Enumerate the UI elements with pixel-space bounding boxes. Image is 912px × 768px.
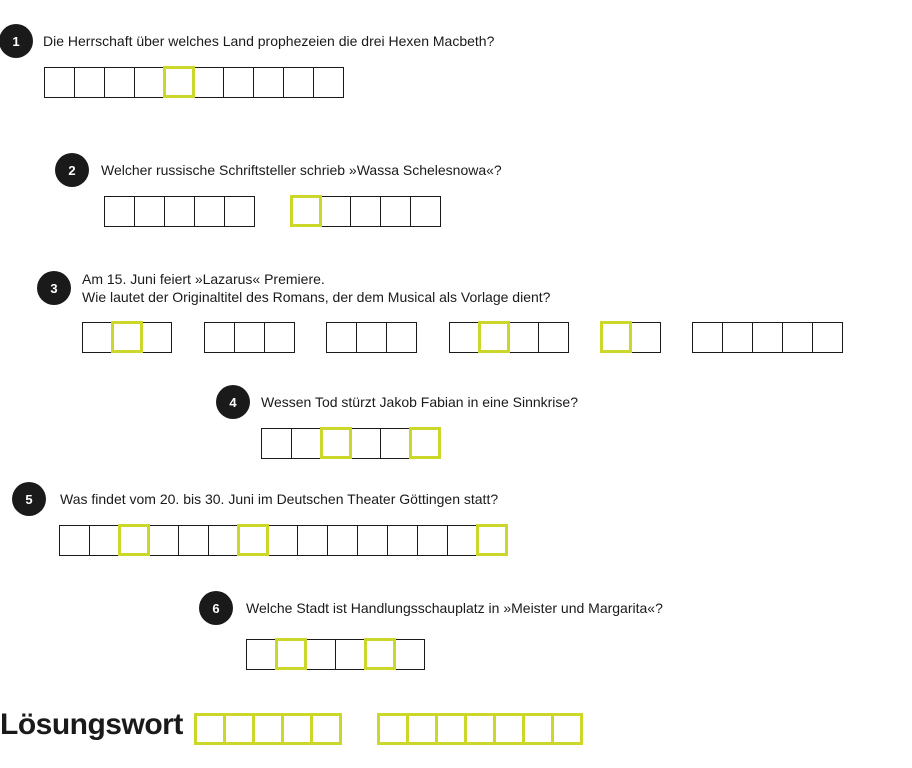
answer-cell[interactable] xyxy=(74,67,105,98)
answer-cell[interactable] xyxy=(327,525,358,556)
question-4-text: Wessen Tod stürzt Jakob Fabian in eine Sinnkrise? xyxy=(261,394,578,410)
answer-cell[interactable] xyxy=(357,525,388,556)
answer-cell[interactable] xyxy=(335,639,366,670)
solution-word-title: Lösungswort xyxy=(0,708,183,741)
answer-grid-1 xyxy=(44,67,343,98)
solution-letter-cell[interactable] xyxy=(600,321,632,353)
answer-cell[interactable] xyxy=(223,67,254,98)
answer-cell[interactable] xyxy=(193,67,224,98)
answer-cell[interactable] xyxy=(692,322,723,353)
question-2-text: Welcher russische Schriftsteller schrieb »Wassa Schelesnowa«? xyxy=(101,162,502,178)
answer-cell[interactable] xyxy=(417,525,448,556)
solution-cell[interactable] xyxy=(493,713,525,745)
answer-grid-4 xyxy=(261,428,439,459)
question-2-number: 2 xyxy=(55,153,89,187)
answer-cell[interactable] xyxy=(89,525,120,556)
solution-cell[interactable] xyxy=(252,713,284,745)
solution-cell[interactable] xyxy=(281,713,313,745)
solution-letter-cell[interactable] xyxy=(476,524,508,556)
question-6-number: 6 xyxy=(199,591,233,625)
answer-cell[interactable] xyxy=(305,639,336,670)
solution-letter-cell[interactable] xyxy=(320,427,352,459)
answer-cell[interactable] xyxy=(283,67,314,98)
question-1-text: Die Herrschaft über welches Land prophezeien die drei Hexen Macbeth? xyxy=(43,33,495,49)
answer-cell[interactable] xyxy=(447,525,478,556)
answer-cell[interactable] xyxy=(264,322,295,353)
answer-cell[interactable] xyxy=(394,639,425,670)
solution-grid-a xyxy=(194,713,339,745)
answer-grid-2a xyxy=(104,196,254,227)
solution-letter-cell[interactable] xyxy=(275,638,307,670)
answer-grid-3c xyxy=(326,322,416,353)
solution-letter-cell[interactable] xyxy=(118,524,150,556)
answer-cell[interactable] xyxy=(134,196,165,227)
answer-cell[interactable] xyxy=(291,428,322,459)
answer-cell[interactable] xyxy=(59,525,90,556)
question-3-text-line1: Am 15. Juni feiert »Lazarus« Premiere. xyxy=(82,271,325,287)
answer-cell[interactable] xyxy=(538,322,569,353)
solution-cell[interactable] xyxy=(522,713,554,745)
answer-cell[interactable] xyxy=(356,322,387,353)
solution-letter-cell[interactable] xyxy=(364,638,396,670)
answer-cell[interactable] xyxy=(234,322,265,353)
answer-grid-3a xyxy=(82,322,171,353)
answer-grid-5 xyxy=(59,525,506,556)
answer-cell[interactable] xyxy=(267,525,298,556)
solution-letter-cell[interactable] xyxy=(478,321,510,353)
answer-cell[interactable] xyxy=(141,322,172,353)
answer-cell[interactable] xyxy=(134,67,165,98)
solution-cell[interactable] xyxy=(406,713,438,745)
solution-cell[interactable] xyxy=(310,713,342,745)
answer-cell[interactable] xyxy=(297,525,328,556)
question-4-number: 4 xyxy=(216,385,250,419)
answer-cell[interactable] xyxy=(178,525,209,556)
answer-cell[interactable] xyxy=(313,67,344,98)
answer-cell[interactable] xyxy=(380,196,411,227)
answer-cell[interactable] xyxy=(253,67,284,98)
answer-grid-3e xyxy=(601,322,660,353)
answer-cell[interactable] xyxy=(320,196,351,227)
answer-cell[interactable] xyxy=(104,196,135,227)
question-5-number: 5 xyxy=(12,482,46,516)
answer-grid-3b xyxy=(204,322,294,353)
answer-cell[interactable] xyxy=(752,322,783,353)
solution-cell[interactable] xyxy=(464,713,496,745)
answer-cell[interactable] xyxy=(44,67,75,98)
answer-cell[interactable] xyxy=(148,525,179,556)
solution-cell[interactable] xyxy=(377,713,409,745)
answer-grid-3f xyxy=(692,322,842,353)
question-5-text: Was findet vom 20. bis 30. Juni im Deutschen Theater Göttingen statt? xyxy=(60,491,499,507)
answer-cell[interactable] xyxy=(812,322,843,353)
answer-cell[interactable] xyxy=(350,196,381,227)
answer-cell[interactable] xyxy=(782,322,813,353)
question-6-text: Welche Stadt ist Handlungsschauplatz in »Meister und Margarita«? xyxy=(246,600,663,616)
answer-grid-2b xyxy=(291,196,440,227)
answer-cell[interactable] xyxy=(208,525,239,556)
answer-grid-3d xyxy=(449,322,568,353)
question-1-number: 1 xyxy=(0,24,33,58)
solution-letter-cell[interactable] xyxy=(163,66,195,98)
solution-cell[interactable] xyxy=(194,713,226,745)
answer-cell[interactable] xyxy=(410,196,441,227)
answer-cell[interactable] xyxy=(387,525,418,556)
answer-cell[interactable] xyxy=(386,322,417,353)
solution-letter-cell[interactable] xyxy=(111,321,143,353)
solution-letter-cell[interactable] xyxy=(237,524,269,556)
answer-cell[interactable] xyxy=(194,196,225,227)
solution-grid-b xyxy=(377,713,580,745)
answer-cell[interactable] xyxy=(246,639,277,670)
answer-cell[interactable] xyxy=(164,196,195,227)
answer-cell[interactable] xyxy=(722,322,753,353)
answer-grid-6 xyxy=(246,639,424,670)
answer-cell[interactable] xyxy=(104,67,135,98)
solution-cell[interactable] xyxy=(223,713,255,745)
answer-cell[interactable] xyxy=(224,196,255,227)
solution-letter-cell[interactable] xyxy=(290,195,322,227)
answer-cell[interactable] xyxy=(82,322,113,353)
question-3-number: 3 xyxy=(37,271,71,305)
answer-cell[interactable] xyxy=(380,428,411,459)
answer-cell[interactable] xyxy=(326,322,357,353)
answer-cell[interactable] xyxy=(204,322,235,353)
solution-cell[interactable] xyxy=(551,713,583,745)
answer-cell[interactable] xyxy=(449,322,480,353)
question-3-text-line2: Wie lautet der Originaltitel des Romans, der dem Musical als Vorlage dient? xyxy=(82,289,551,305)
answer-cell[interactable] xyxy=(350,428,381,459)
answer-cell[interactable] xyxy=(261,428,292,459)
solution-letter-cell[interactable] xyxy=(409,427,441,459)
answer-cell[interactable] xyxy=(630,322,661,353)
answer-cell[interactable] xyxy=(508,322,539,353)
solution-cell[interactable] xyxy=(435,713,467,745)
